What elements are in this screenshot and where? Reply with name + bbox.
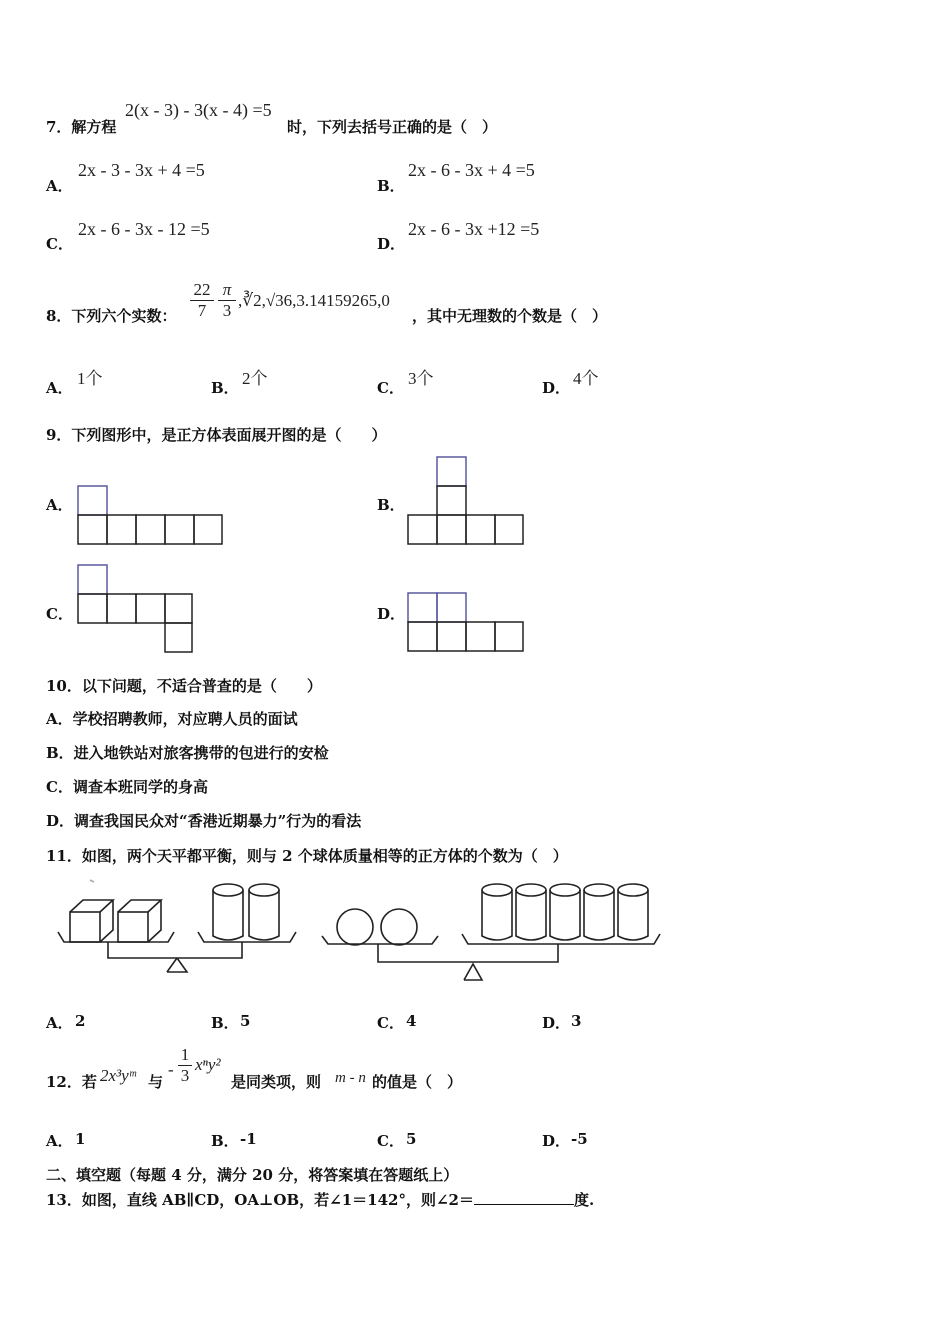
q8-f1-num: 22 [193, 280, 211, 299]
q10-stem: 10．以下问题，不适合普查的是（ ） [46, 677, 322, 695]
q12-and: 与 [148, 1073, 164, 1091]
q8-tail: ，其中无理数的个数是（ ） [412, 307, 608, 325]
q8-option-d: 4个 [573, 369, 599, 388]
cube-icon [118, 900, 161, 942]
q11-option-d: 3 [571, 1012, 582, 1030]
q7-tail: 时，下列去括号正确的是（ ） [287, 118, 498, 136]
q12-tail-2: 的值是（ ） [372, 1073, 463, 1091]
q7-option-d: 2x - 6 - 3x +12 =5 [408, 219, 540, 239]
q13-stem [46, 1189, 594, 1210]
q7-equation: 2(x - 3) - 3(x - 4) =5 [125, 100, 272, 120]
cylinder-icon [516, 884, 546, 940]
q8-fraction-2 [218, 280, 236, 321]
q12-option-c-label[interactable]: C． [377, 1132, 404, 1150]
sphere-icon [337, 909, 373, 945]
q7-option-c-label[interactable]: C． [46, 235, 73, 253]
q9-figure-a [76, 484, 224, 546]
q11-option-c-label[interactable]: C． [377, 1014, 404, 1032]
q12-stem: 12．若 [46, 1073, 97, 1091]
q8-f2-den: 3 [218, 300, 236, 321]
cube-icon [70, 900, 113, 942]
q7-option-c: 2x - 6 - 3x - 12 =5 [78, 219, 210, 239]
q12-option-c: 5 [406, 1130, 417, 1148]
q12-option-b-label[interactable]: B． [211, 1132, 239, 1150]
q8-option-a-label[interactable]: A． [46, 379, 73, 397]
q9-stem: 9．下列图形中，是正方体表面展开图的是（ ） [46, 426, 387, 444]
q8-option-c-label[interactable]: C． [377, 379, 404, 397]
cylinder-icon [584, 884, 614, 940]
q8-option-c: 3个 [408, 369, 434, 388]
q12-f-num: 1 [180, 1045, 190, 1064]
q11-option-c: 4 [406, 1012, 417, 1030]
q11-option-b: 5 [240, 1012, 251, 1030]
q8-fraction-1 [190, 280, 214, 321]
q12-term-2: xⁿy² [195, 1055, 221, 1074]
cylinder-icon [550, 884, 580, 940]
q7-option-b: 2x - 6 - 3x + 4 =5 [408, 160, 535, 180]
q10-option-d[interactable]: D．调查我国民众对“香港近期暴力”行为的看法 [46, 812, 362, 830]
cylinder-icon [618, 884, 648, 940]
q9-figure-b [406, 455, 526, 547]
q12-m-minus-n: m - n [335, 1070, 366, 1086]
q10-option-a[interactable]: A．学校招聘教师，对应聘人员的面试 [46, 710, 298, 728]
q7-option-a-label[interactable]: A． [46, 177, 73, 195]
balance-right [322, 884, 660, 980]
q11-option-a: 2 [75, 1012, 86, 1030]
q8-f2-num: π [222, 280, 232, 299]
section-2-title: 二、填空题（每题 4 分，满分 20 分，将答案填在答题纸上） [46, 1166, 459, 1184]
q7-stem: 7．解方程 [46, 118, 117, 136]
sphere-icon [381, 909, 417, 945]
q11-balance-figure [50, 872, 670, 987]
q11-stem: 11．如图，两个天平都平衡，则与 2 个球体质量相等的正方体的个数为（ ） [46, 847, 568, 865]
q9-option-c-label[interactable]: C． [46, 605, 73, 623]
q13-answer-blank[interactable] [474, 1190, 574, 1205]
q12-option-d: -5 [571, 1130, 588, 1148]
q12-minus-sign: - [168, 1060, 174, 1079]
cylinder-icon [482, 884, 512, 940]
q11-option-a-label[interactable]: A． [46, 1014, 73, 1032]
q8-option-b-label[interactable]: B． [211, 379, 239, 397]
q9-option-b-label[interactable]: B． [377, 496, 405, 514]
q9-figure-c [76, 563, 196, 655]
q12-fraction [178, 1045, 192, 1086]
q12-option-a: 1 [75, 1130, 86, 1148]
q8-f1-den: 7 [190, 300, 214, 321]
q7-option-b-label[interactable]: B． [377, 177, 405, 195]
q9-option-d-label[interactable]: D． [377, 605, 406, 623]
balance-left [58, 880, 296, 972]
q7-option-d-label[interactable]: D． [377, 235, 406, 253]
q8-option-b: 2个 [242, 369, 268, 388]
q10-option-b[interactable]: B．进入地铁站对旅客携带的包进行的安检 [46, 744, 329, 762]
q11-option-d-label[interactable]: D． [542, 1014, 571, 1032]
q12-option-a-label[interactable]: A． [46, 1132, 73, 1150]
q9-option-a-label[interactable]: A． [46, 496, 73, 514]
q8-option-d-label[interactable]: D． [542, 379, 571, 397]
q12-f-den: 3 [178, 1065, 192, 1086]
q11-option-b-label[interactable]: B． [211, 1014, 239, 1032]
q8-option-a: 1个 [77, 369, 103, 388]
q7-option-a: 2x - 3 - 3x + 4 =5 [78, 160, 205, 180]
q12-tail-1: 是同类项，则 [231, 1073, 322, 1091]
q13-text: 13．如图，直线 AB∥CD，OA⊥OB，若∠1＝142°，则∠2＝ [46, 1191, 474, 1209]
q12-option-d-label[interactable]: D． [542, 1132, 571, 1150]
q12-option-b: -1 [240, 1130, 257, 1148]
q8-number-list: ,∛2,√36,3.14159265,0 [238, 291, 390, 310]
q12-term-1: 2x³yᵐ [100, 1066, 136, 1085]
q13-tail: 度. [573, 1191, 595, 1209]
q10-option-c[interactable]: C．调查本班同学的身高 [46, 778, 208, 796]
cylinder-icon [213, 884, 243, 940]
q9-figure-d [406, 591, 526, 655]
cylinder-icon [249, 884, 279, 940]
q8-stem: 8．下列六个实数： [46, 307, 177, 325]
